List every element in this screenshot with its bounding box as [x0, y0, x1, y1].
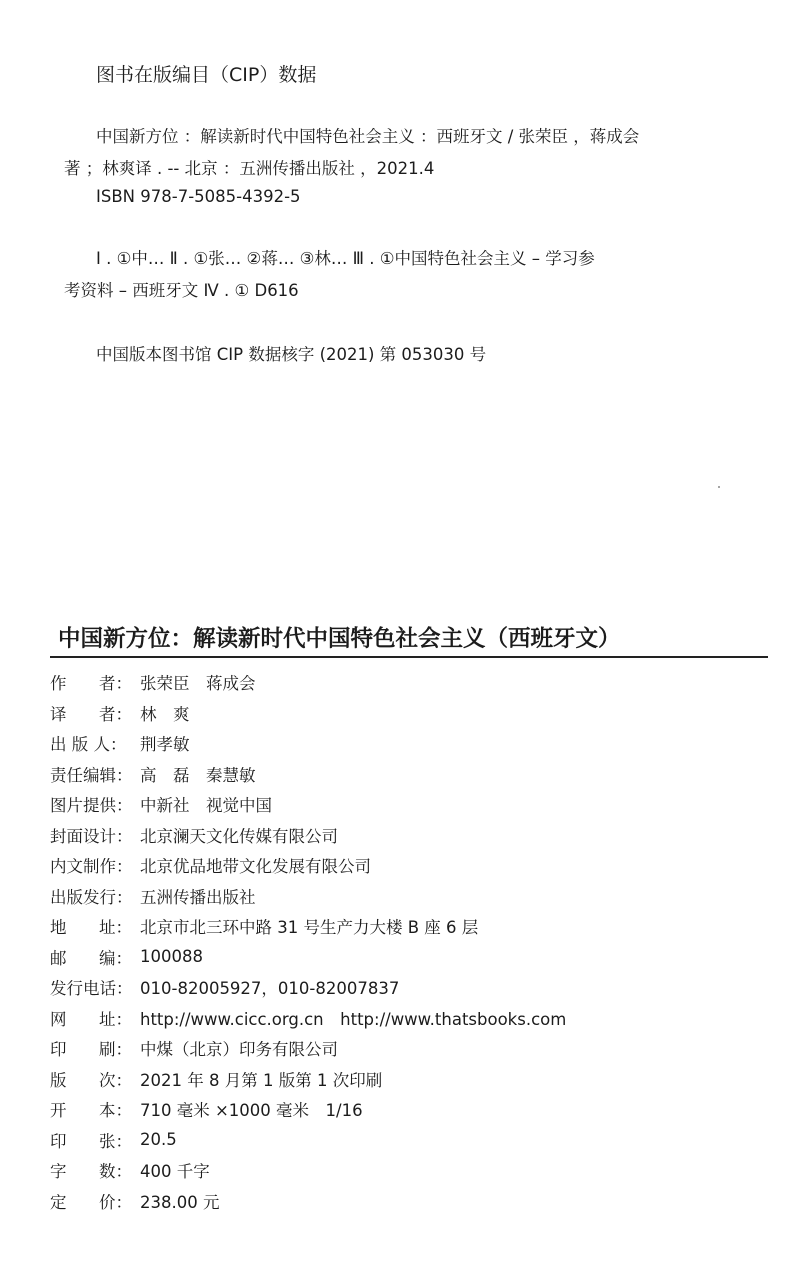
imprint-row-postcode — [50, 942, 770, 973]
row-label: 开 本： — [50, 1101, 132, 1121]
row-label: 封面设计： — [50, 826, 133, 846]
imprint-row-website — [50, 1003, 770, 1034]
imprint-row-distribution — [50, 881, 770, 912]
cip-record-number: 中国版本图书馆 CIP 数据核字 (2021) 第 053030 号 — [96, 345, 487, 364]
row-label: 内文制作： — [50, 857, 133, 877]
cip-classification-2: 考资料 – 西班牙文 Ⅳ . ① D616 — [64, 281, 299, 300]
row-label: 图片提供： — [50, 796, 133, 816]
row-value: 710 毫米 ×1000 毫米 1/16 — [140, 1101, 363, 1121]
row-label: 出 版 人： — [50, 735, 127, 755]
row-label: 出版发行： — [50, 887, 133, 907]
imprint-row-sheets — [50, 1125, 770, 1156]
imprint-row-word-count — [50, 1155, 770, 1186]
title-rule — [50, 656, 768, 658]
row-label: 网 址： — [50, 1009, 132, 1029]
imprint-row-address — [50, 911, 770, 942]
cip-isbn: ISBN 978-7-5085-4392-5 — [96, 187, 301, 206]
row-value: 张荣臣 蒋成会 — [140, 674, 256, 694]
row-label: 发行电话： — [50, 979, 133, 999]
imprint-row-format — [50, 1094, 770, 1125]
cip-line-1: 中国新方位 ：解读新时代中国特色社会主义 ：西班牙文 / 张荣臣 ，蒋成会 — [96, 127, 640, 146]
row-value: 荆孝敏 — [140, 735, 190, 755]
imprint-table — [50, 667, 770, 1216]
row-value: 林 爽 — [140, 704, 190, 724]
row-value: 400 千字 — [140, 1162, 210, 1182]
row-value: 中煤（北京）印务有限公司 — [140, 1040, 338, 1060]
row-value: 五洲传播出版社 — [140, 887, 256, 907]
imprint-row-photos — [50, 789, 770, 820]
row-label: 地 址： — [50, 918, 132, 938]
imprint-row-cover-design — [50, 820, 770, 851]
row-value: 20.5 — [140, 1130, 177, 1150]
imprint-row-price — [50, 1186, 770, 1217]
speck-mark — [718, 486, 720, 488]
cip-title: 图书在版编目（CIP）数据 — [96, 64, 317, 86]
row-label: 字 数： — [50, 1162, 132, 1182]
row-value: 100088 — [140, 947, 203, 967]
row-label: 印 刷： — [50, 1040, 132, 1060]
imprint-row-publisher — [50, 728, 770, 759]
row-value: 北京市北三环中路 31 号生产力大楼 B 座 6 层 — [140, 918, 479, 938]
row-value: 北京澜天文化传媒有限公司 — [140, 826, 338, 846]
row-value: http://www.cicc.org.cn http://www.thatsbooks.com — [140, 1009, 567, 1029]
imprint-row-editor — [50, 759, 770, 790]
book-title: 中国新方位：解读新时代中国特色社会主义（西班牙文） — [58, 626, 621, 652]
row-value: 中新社 视觉中国 — [140, 796, 272, 816]
row-value: 北京优品地带文化发展有限公司 — [140, 857, 371, 877]
row-label: 邮 编： — [50, 948, 132, 968]
row-value: 高 磊 秦慧敏 — [140, 765, 256, 785]
row-value: 010-82005927，010-82007837 — [140, 979, 400, 999]
row-label: 定 价： — [50, 1192, 132, 1212]
imprint-row-translator — [50, 698, 770, 729]
cip-line-2: 著 ；林爽译 . -- 北京 ：五洲传播出版社 ，2021.4 — [64, 159, 435, 178]
imprint-row-phone — [50, 972, 770, 1003]
row-label: 译 者： — [50, 704, 132, 724]
row-label: 作 者： — [50, 674, 132, 694]
imprint-row-printer — [50, 1033, 770, 1064]
row-value: 2021 年 8 月第 1 版第 1 次印刷 — [140, 1070, 383, 1090]
row-value: 238.00 元 — [140, 1192, 220, 1212]
row-label: 版 次： — [50, 1070, 132, 1090]
row-label: 印 张： — [50, 1131, 132, 1151]
imprint-row-layout — [50, 850, 770, 881]
imprint-row-author — [50, 667, 770, 698]
imprint-row-edition — [50, 1064, 770, 1095]
cip-classification-1: Ⅰ . ①中… Ⅱ . ①张… ②蒋… ③林… Ⅲ . ①中国特色社会主义 – 学习参 — [96, 249, 595, 268]
row-label: 责任编辑： — [50, 765, 133, 785]
